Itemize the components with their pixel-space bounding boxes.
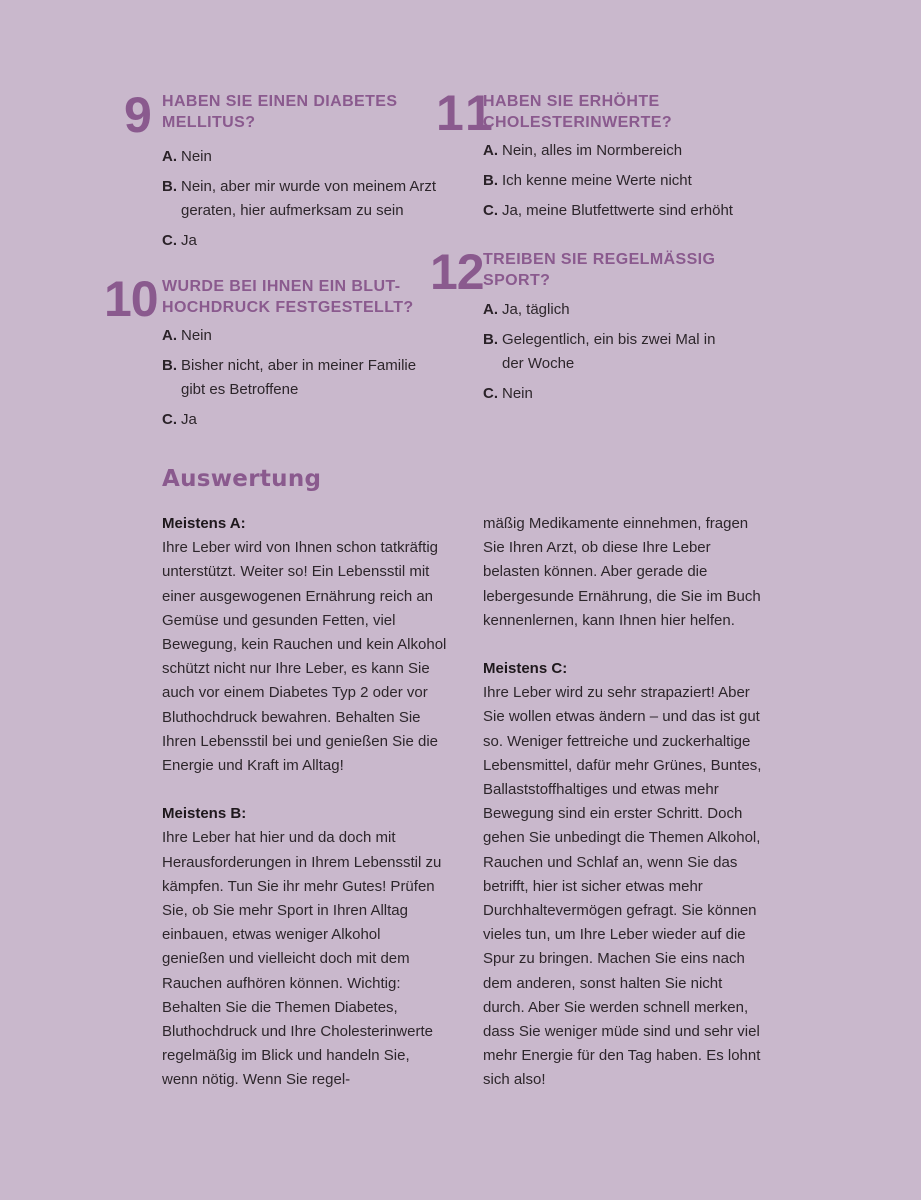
answer-list <box>162 145 442 259</box>
question-number: 10 <box>104 271 158 327</box>
answer-option: C. Nein <box>483 385 533 402</box>
evaluation-b-heading: Meistens B: <box>162 805 247 823</box>
evaluation-c-heading: Meistens C: <box>483 660 568 678</box>
evaluation-b-text-continued: mäßig Medikamente einnehmen, fragen Sie Ihren Arzt, ob diese Ihre Leber belasten können. Aber gerade die lebergesunde Ernährung, die Sie im Buch kennenlernen, kann Ihnen hier helfen. <box>483 515 761 629</box>
question-title: HABEN SIE EINEN DIABETES MELLITUS? <box>162 93 398 131</box>
answer-option: B. Ich kenne meine Werte nicht <box>483 172 692 189</box>
answer-option: B. Bisher nicht, aber in meiner Familie gibt es Betroffene <box>162 357 417 398</box>
question-number: 9 <box>124 87 151 143</box>
answer-option: C. Ja <box>162 411 197 428</box>
question-title: WURDE BEI IHNEN EIN BLUT- HOCHDRUCK FESTGESTELLT? <box>162 278 414 316</box>
evaluation-a-heading: Meistens A: <box>162 515 246 532</box>
answer-option: B. Gelegentlich, ein bis zwei Mal in der Woche <box>483 331 716 372</box>
question-number: 12 <box>430 244 484 300</box>
evaluation-a-text: Ihre Leber wird von Ihnen schon tatkräftig unterstützt. Weiter so! Ein Lebensstil mit einer ausgewogenen Ernährung reich an Gemüse und gesunden Fetten, viel Bewegung, kein Rauchen und kein Alkohol schützt nicht nur Ihre Leber, es kann Sie auch vor einem Diabetes Typ 2 oder vor Bluthochdruck bewahren. Behalten Sie Ihren Lebensstil bei und genießen Sie die Energie und Kraft im Alltag! <box>162 539 447 775</box>
answer-list <box>162 324 432 438</box>
evaluation-c-text: Ihre Leber wird zu sehr strapaziert! Aber Sie wollen etwas ändern – und das ist gut so. Weniger fettreiche und zuckerhaltige Lebensmittel, dafür mehr Grünes, Buntes, Ballaststoffhaltiges und etwas mehr Bewegung sind ein erster Schritt. Doch gehen Sie unbedingt die Themen Alkohol, Rauchen und Schlaf an, wenn Sie das betrifft, hier ist sicher etwas mehr Durchhaltevermögen gefragt. Sie können vieles tun, um Ihre Leber wieder auf die Spur zu bringen. Machen Sie eins nach dem anderen, sonst halten Sie nicht durch. Aber Sie werden schnell merken, dass Sie weniger müde sind und sehr viel mehr Energie für den Tag haben. Es lohnt sich also! <box>483 684 762 1089</box>
answer-option: B. Nein, aber mir wurde von meinem Arzt geraten, hier aufmerksam zu sein <box>162 178 437 219</box>
evaluation-column-left <box>162 512 447 1093</box>
evaluation-column-right <box>483 512 768 1093</box>
evaluation-b-text: Ihre Leber hat hier und da doch mit Herausforderungen in Ihrem Lebensstil zu kämpfen. Tun Sie ihr mehr Gutes! Prüfen Sie, ob Sie mehr Sport in Ihren Alltag einbauen, etwas weniger Alkohol genießen und vielleicht doch mit dem Rauchen aufhören können. Wichtig: Behalten Sie die Themen Diabetes, Bluthochdruck und Ihre Cholesterinwerte regelmäßig im Blick und handeln Sie, wenn nötig. Wenn Sie regel- <box>162 829 442 1089</box>
question-title: TREIBEN SIE REGELMÄSSIG SPORT? <box>483 251 716 289</box>
answer-option: C. Ja <box>162 232 197 249</box>
question-number: 11 <box>436 85 497 141</box>
evaluation-title: Auswertung <box>162 466 322 492</box>
answer-option: C. Ja, meine Blutfettwerte sind erhöht <box>483 202 733 219</box>
question-title: HABEN SIE ERHÖHTE CHOLESTERINWERTE? <box>483 93 673 131</box>
answer-option: A. Nein <box>162 327 212 344</box>
answer-option: A. Nein, alles im Normbereich <box>483 142 683 159</box>
answer-option: A. Ja, täglich <box>483 301 570 318</box>
answer-list <box>483 298 733 412</box>
answer-list <box>483 139 773 229</box>
answer-option: A. Nein <box>162 148 212 165</box>
